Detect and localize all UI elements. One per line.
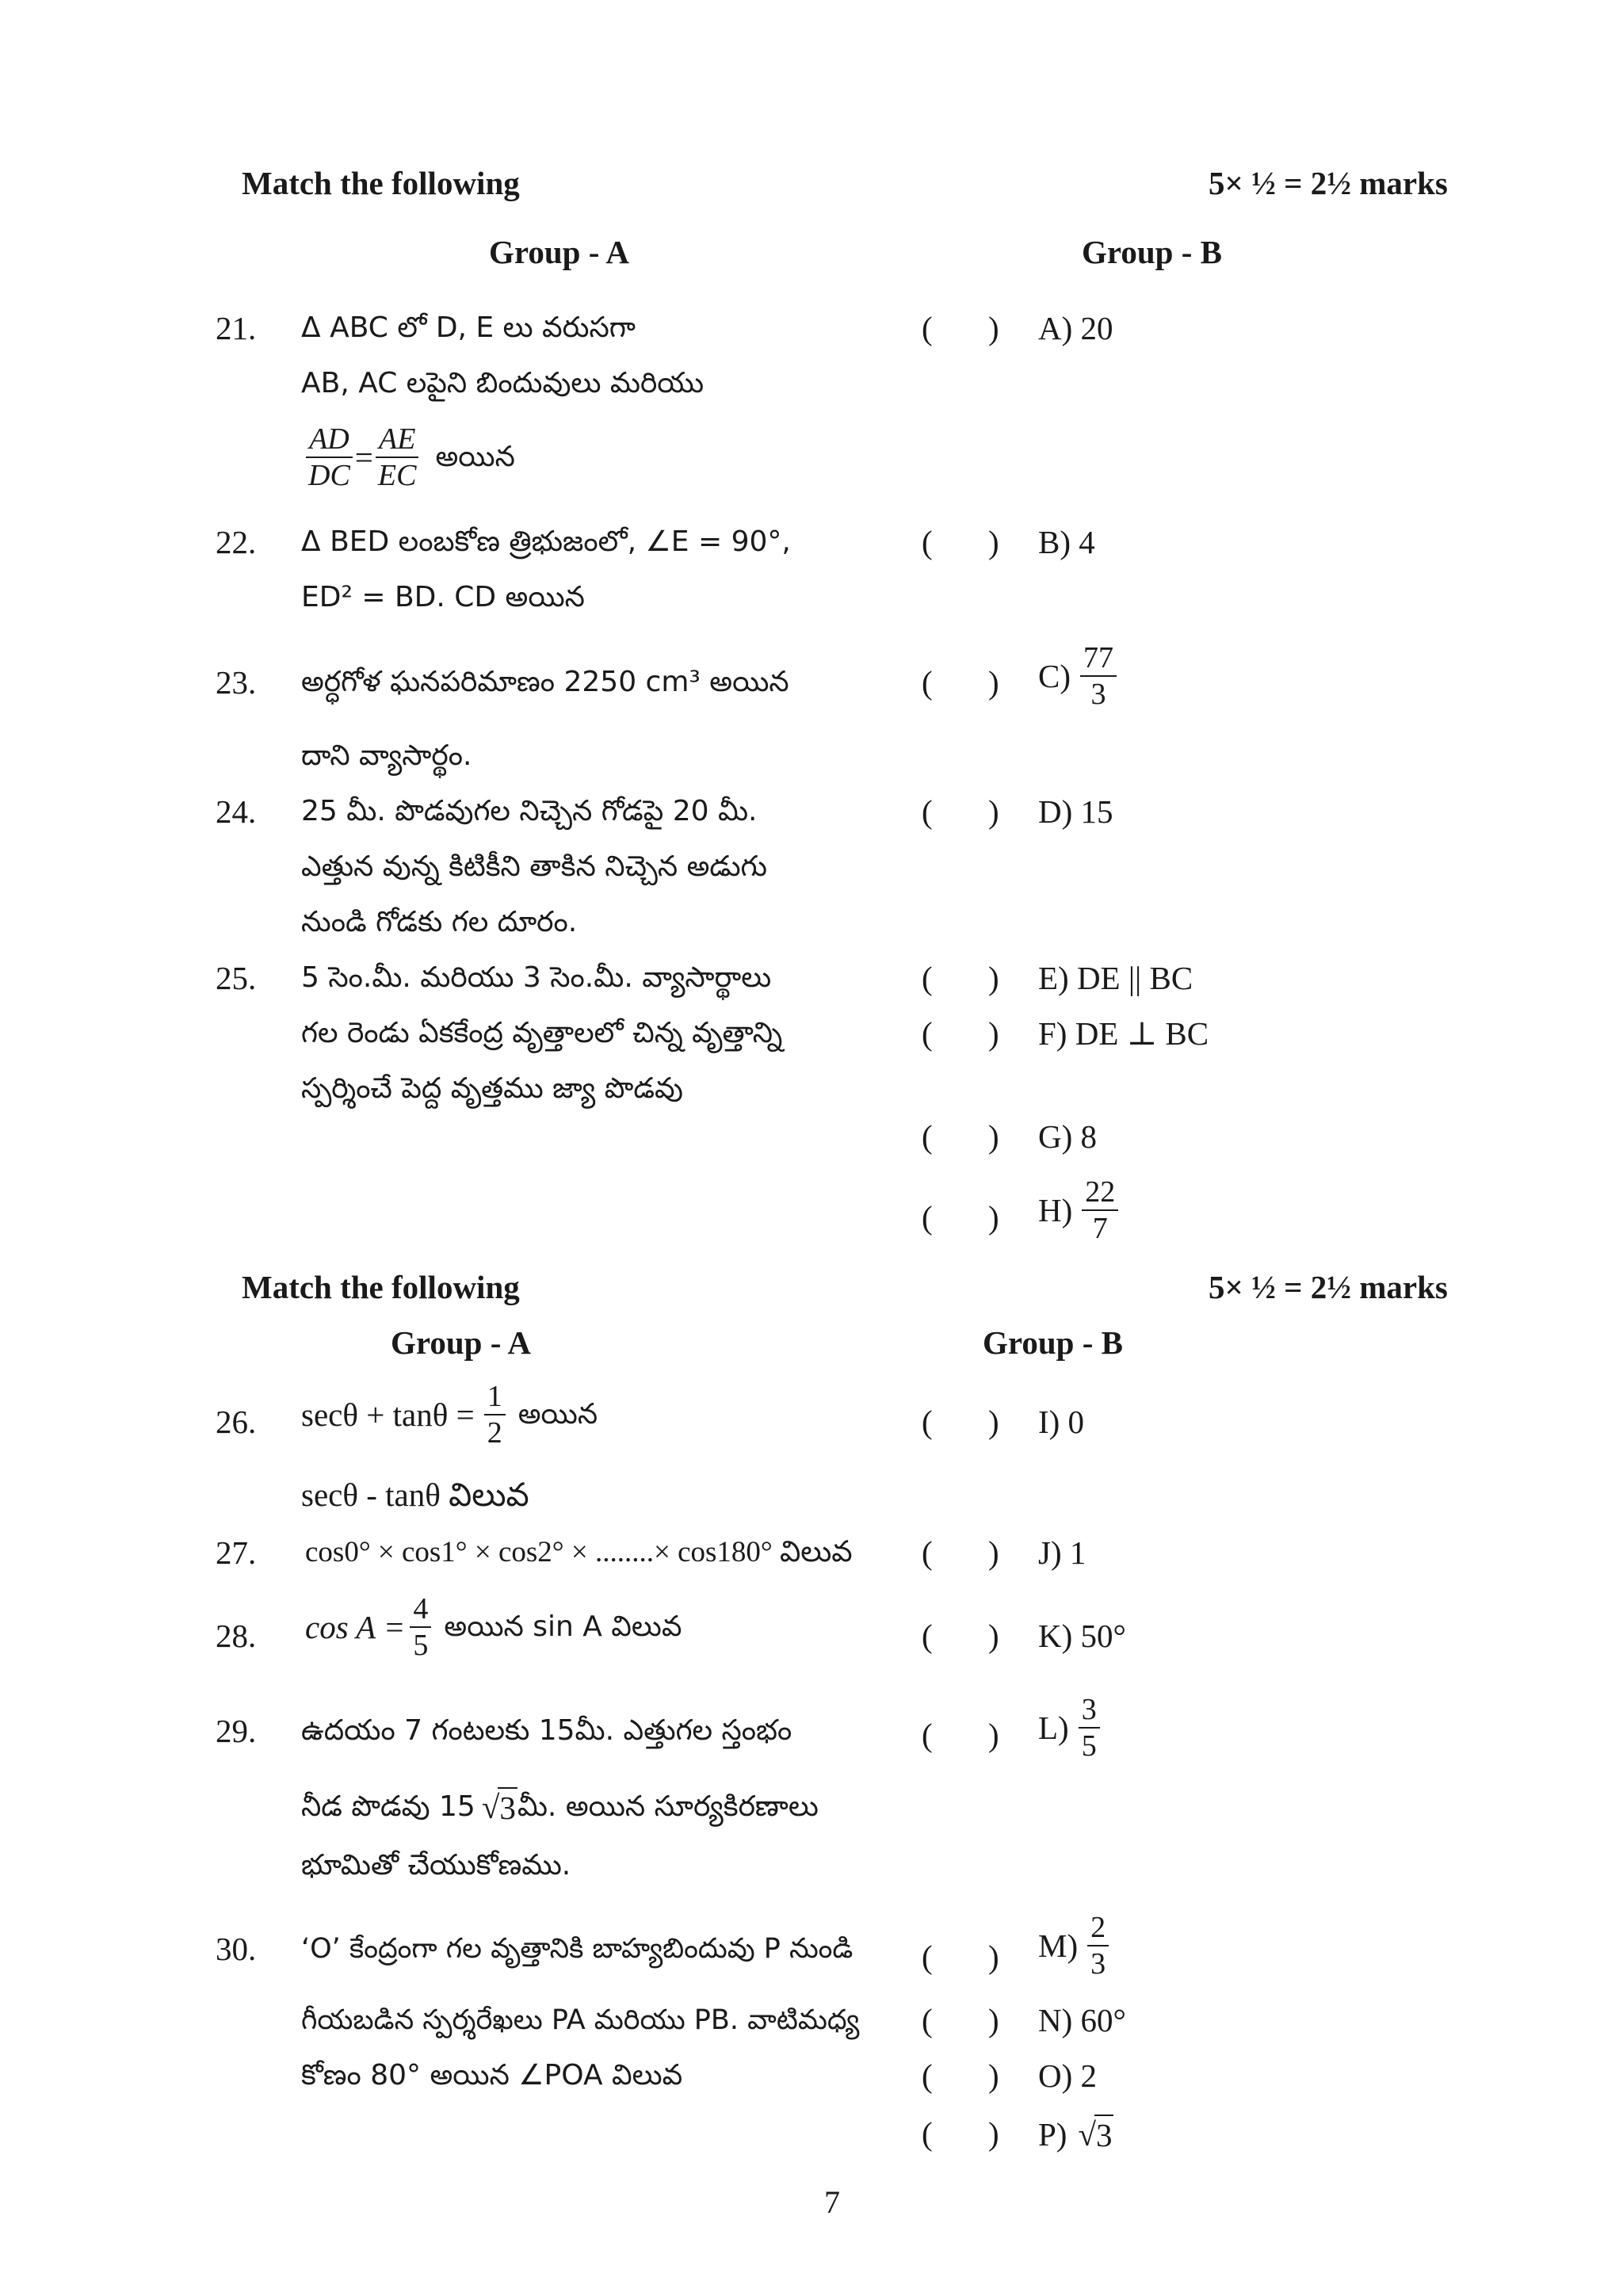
answer-blank-open: ( [922, 524, 933, 560]
section1-title: Match the following [242, 165, 520, 201]
q23-line1: అర్ధగోళ ఘనపరిమాణం 2250 cm³ అయిన [301, 666, 789, 698]
option-f: F) DE ⊥ BC [1038, 1015, 1209, 1052]
sqrt-icon: √ [1078, 2116, 1096, 2153]
question-number-25: 25. [216, 960, 257, 996]
option-n: N) 60° [1038, 2002, 1126, 2038]
option-h: H) $\frac{22}{7}$ [1038, 1175, 1118, 1246]
answer-blank-close: ) [988, 1618, 999, 1654]
answer-blank-open: ( [922, 960, 933, 996]
answer-blank-close: ) [988, 1118, 999, 1155]
q21-line2: AB, AC లపైని బిందువులు మరియు [301, 367, 705, 399]
q25-line2: గల రెండు ఏకకేంద్ర వృత్తాలలో చిన్న వృత్తాన్ని [301, 1017, 783, 1049]
answer-blank-open: ( [922, 310, 933, 346]
q26-line1: secθ + tanθ = $\frac{1}{2}$ అయిన [301, 1380, 598, 1450]
answer-blank-open: ( [922, 664, 933, 701]
sqrt-icon: √ [481, 1789, 500, 1825]
q23-line2: దాని వ్యాసార్థం. [301, 739, 472, 772]
answer-blank-open: ( [922, 2002, 933, 2038]
q30-line1: ‘O’ కేంద్రంగా గల వృత్తానికి బాహ్యబిందువు P నుండి [301, 1933, 854, 1965]
answer-blank-open: ( [922, 1618, 933, 1654]
answer-blank-close: ) [988, 1404, 999, 1440]
q29-line1: ఉదయం 7 గంటలకు 15మీ. ఎత్తుగల స్తంభం [301, 1714, 792, 1747]
answer-blank-close: ) [988, 2057, 999, 2094]
option-d: D) 15 [1038, 793, 1113, 830]
answer-blank-close: ) [988, 524, 999, 560]
option-g: G) 8 [1038, 1118, 1098, 1155]
q29-line2: నీడ పొడవు 15 √ 3 మీ. అయిన సూర్యకిరణాలు [301, 1789, 819, 1826]
answer-blank-close: ) [988, 1534, 999, 1571]
q24-line3: నుండి గోడకు గల దూరం. [301, 906, 578, 938]
question-number-24: 24. [216, 793, 257, 830]
section2-group-b: Group - B [983, 1324, 1123, 1361]
answer-blank-close: ) [988, 1199, 999, 1236]
page-number: 7 [824, 2184, 840, 2220]
question-number-30: 30. [216, 1931, 257, 1967]
section1-group-b: Group - B [1082, 234, 1222, 270]
answer-blank-open: ( [922, 1404, 933, 1440]
answer-blank-close: ) [988, 664, 999, 701]
q27-line1: cos0° × cos1° × cos2° × ........× cos180° విలువ [305, 1536, 853, 1568]
answer-blank-open: ( [922, 1015, 933, 1052]
answer-blank-close: ) [988, 960, 999, 996]
answer-blank-close: ) [988, 793, 999, 830]
q21-fraction-ad-dc: $\frac{AD}{DC}$ [305, 422, 353, 493]
answer-blank-close: ) [988, 1717, 999, 1753]
option-m: M) $\frac{2}{3}$ [1038, 1910, 1109, 1981]
q22-line1: Δ BED లంబకోణ త్రిభుజంలో, ∠E = 90°, [301, 525, 791, 558]
option-a: A) 20 [1038, 310, 1113, 346]
q25-line1: 5 సెం.మీ. మరియు 3 సెం.మీ. వ్యాసార్థాలు [301, 961, 772, 994]
option-k: K) 50° [1038, 1618, 1126, 1654]
answer-blank-open: ( [922, 2057, 933, 2094]
answer-blank-close: ) [988, 2002, 999, 2038]
q29-line3: భూమితో చేయుకోణము. [301, 1849, 571, 1881]
q26-line2: secθ - tanθ విలువ [301, 1477, 529, 1513]
option-o: O) 2 [1038, 2057, 1098, 2094]
question-number-26: 26. [216, 1404, 257, 1440]
question-number-23: 23. [216, 664, 257, 701]
q30-line2: గీయబడిన స్పర్శరేఖలు PA మరియు PB. వాటిమధ్య [301, 2004, 860, 2036]
q24-line1: 25 మీ. పొడవుగల నిచ్చెన గోడపై 20 మీ. [301, 795, 758, 827]
answer-blank-open: ( [922, 1939, 933, 1975]
answer-blank-open: ( [922, 1118, 933, 1155]
section2-marks: 5× ½ = 2½ marks [1209, 1269, 1448, 1305]
answer-blank-close: ) [988, 310, 999, 346]
q28-line1: cos A = $\frac{4}{5}$ అయిన sin A విలువ [305, 1592, 682, 1662]
q22-line2: ED² = BD. CD అయిన [301, 581, 585, 613]
q25-line3: స్పర్శించే పెద్ద వృత్తము జ్యా పొడవు [301, 1072, 683, 1105]
option-i: I) 0 [1038, 1404, 1085, 1440]
question-number-29: 29. [216, 1713, 257, 1749]
answer-blank-close: ) [988, 2115, 999, 2152]
option-j: J) 1 [1038, 1534, 1086, 1571]
answer-blank-open: ( [922, 1199, 933, 1236]
option-e: E) DE || BC [1038, 960, 1193, 996]
question-number-28: 28. [216, 1618, 257, 1654]
q21-line1: Δ ABC లో D, E లు వరుసగా [301, 311, 636, 344]
option-c: C) $\frac{77}{3}$ [1038, 640, 1117, 712]
answer-blank-close: ) [988, 1939, 999, 1975]
answer-blank-open: ( [922, 793, 933, 830]
section2-group-a: Group - A [391, 1324, 531, 1361]
section2-title: Match the following [242, 1269, 520, 1305]
q30-line3: కోణం 80° అయిన ∠POA విలువ [301, 2059, 683, 2092]
answer-blank-open: ( [922, 1717, 933, 1753]
option-p: P) √ 3 [1038, 2116, 1113, 2153]
question-number-21: 21. [216, 310, 257, 346]
question-number-27: 27. [216, 1534, 257, 1571]
answer-blank-close: ) [988, 1015, 999, 1052]
q21-line3: $\frac{AD}{DC}$ = $\frac{AE}{EC}$ అయిన [305, 422, 515, 493]
option-b: B) 4 [1038, 524, 1095, 560]
answer-blank-open: ( [922, 2115, 933, 2152]
q24-line2: ఎత్తున వున్న కిటికీని తాకిన నిచ్చెన అడుగు [301, 850, 767, 883]
q21-fraction-ae-ec: $\frac{AE}{EC}$ [375, 422, 420, 493]
section1-marks: 5× ½ = 2½ marks [1209, 165, 1448, 201]
question-number-22: 22. [216, 524, 257, 560]
section1-group-a: Group - A [489, 234, 629, 270]
option-l: L) $\frac{3}{5}$ [1038, 1692, 1100, 1763]
answer-blank-open: ( [922, 1534, 933, 1571]
